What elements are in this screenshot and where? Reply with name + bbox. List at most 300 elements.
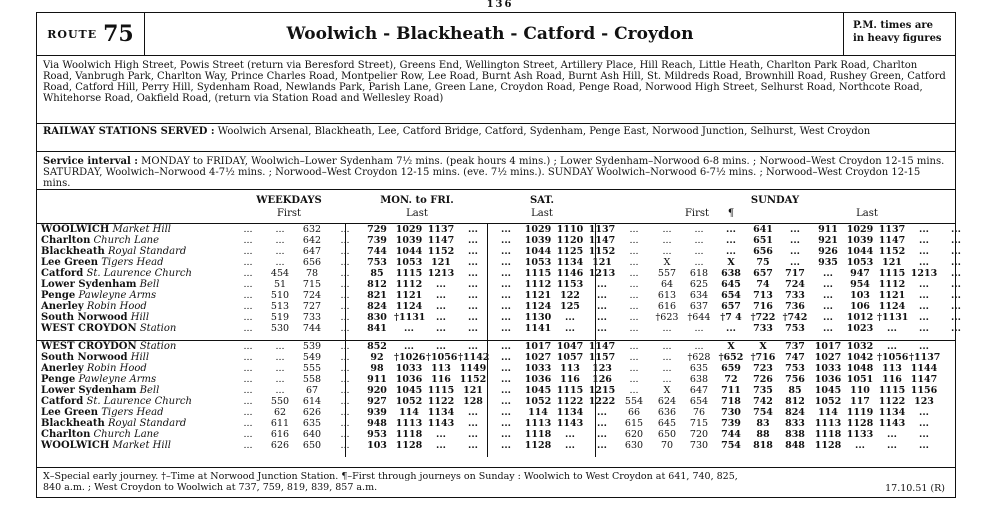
page-number: 136 <box>486 0 514 10</box>
time-cell: 116 <box>431 374 451 385</box>
group-sunday-last: Last <box>856 208 878 219</box>
time-cell: 1033 <box>814 363 842 374</box>
time-cell: ... <box>275 235 285 246</box>
time-cell: 1044 <box>846 246 874 257</box>
time-cell: 510 <box>270 290 290 301</box>
time-cell: ... <box>823 312 833 323</box>
time-cell: 1118 <box>524 429 552 440</box>
time-cell: 1044 <box>524 246 552 257</box>
time-cell: 78 <box>305 268 319 279</box>
table-row <box>37 224 961 235</box>
time-cell: ... <box>468 440 478 451</box>
stop-name-main: Penge <box>41 290 76 301</box>
time-cell: 1152 <box>878 246 906 257</box>
time-cell: †722 <box>750 312 776 323</box>
column-divider <box>345 341 346 457</box>
time-cell: 1023 <box>846 323 874 334</box>
time-cell: ... <box>726 235 736 246</box>
time-cell: 624 <box>657 396 677 407</box>
time-cell: 51 <box>273 279 287 290</box>
time-cell: ... <box>951 224 961 235</box>
time-cell: 1118 <box>814 429 842 440</box>
time-cell: 730 <box>721 407 741 418</box>
time-cell: 616 <box>270 429 290 440</box>
time-cell: ... <box>468 418 478 429</box>
table-row <box>37 323 961 334</box>
time-cell: 1147 <box>588 341 616 352</box>
time-cell: 106 <box>850 301 870 312</box>
time-cell: ... <box>501 407 511 418</box>
time-cell: ... <box>468 224 478 235</box>
stop-name <box>41 429 231 440</box>
time-cell: 821 <box>367 290 387 301</box>
time-cell: †742 <box>782 312 808 323</box>
time-cell: 812 <box>367 279 387 290</box>
time-cell: †1131 <box>877 312 909 323</box>
footer-line2: 840 a.m. ; West Croydon to Woolwich at 737, 759, 819, 839, 857 a.m. <box>43 482 378 493</box>
time-cell: 926 <box>818 246 838 257</box>
time-cell: †7 4 <box>720 312 742 323</box>
service-interval-text: MONDAY to FRIDAY, Woolwich–Lower Sydenham 7½ mins. (peak hours 4 mins.) ; Lower Sydenham–Norwood 6-8 mins. ; Norwood–West Croydon 12-15 mins. SATURDAY, Woolwich–Norwood 4-7½ mins. ; Norwood–West Croydon 12-15 mins. (eve. 7½ mins.). SUNDAY Woolwich–Norwood 6-7½ mins. ; Norwood–West Croydon 12-15 mins. <box>43 156 945 189</box>
time-cell: ... <box>340 440 350 451</box>
time-cell: ... <box>919 224 929 235</box>
time-cell: ... <box>629 301 639 312</box>
time-cell: 733 <box>785 290 805 301</box>
time-cell: ... <box>565 323 575 334</box>
time-cell: ... <box>501 440 511 451</box>
time-cell: 1113 <box>524 418 552 429</box>
stop-name <box>41 385 231 396</box>
time-cell: 554 <box>624 396 644 407</box>
time-cell: ... <box>662 341 672 352</box>
time-cell: ... <box>629 363 639 374</box>
time-cell: 110 <box>850 385 870 396</box>
time-cell: 654 <box>689 396 709 407</box>
time-cell: ... <box>629 290 639 301</box>
time-cell: ... <box>501 235 511 246</box>
time-cell: 83 <box>756 418 770 429</box>
stop-name <box>41 290 231 301</box>
time-cell: 1122 <box>427 396 455 407</box>
time-cell: 911 <box>818 224 838 235</box>
time-cell: 1039 <box>524 235 552 246</box>
time-cell: ... <box>501 279 511 290</box>
time-cell: ... <box>436 323 446 334</box>
time-cell: 927 <box>367 396 387 407</box>
time-cell: 1143 <box>427 418 455 429</box>
time-cell: 1052 <box>814 396 842 407</box>
time-cell: 613 <box>657 290 677 301</box>
time-cell: 1133 <box>846 429 874 440</box>
time-cell: ... <box>951 235 961 246</box>
time-cell: ... <box>951 268 961 279</box>
time-cell: 1124 <box>524 301 552 312</box>
time-cell: ... <box>501 312 511 323</box>
time-cell: 116 <box>882 374 902 385</box>
time-cell: ... <box>243 224 253 235</box>
stop-name-main: WEST CROYDON <box>41 323 137 334</box>
time-cell: ... <box>887 341 897 352</box>
time-cell: 1113 <box>814 418 842 429</box>
time-cell: ... <box>243 363 253 374</box>
time-cell: 1152 <box>427 246 455 257</box>
time-cell: 650 <box>657 429 677 440</box>
time-cell: 645 <box>657 418 677 429</box>
stop-name-sub: Market Hill <box>112 224 171 235</box>
service-interval <box>37 152 955 190</box>
time-cell: 753 <box>367 257 387 268</box>
time-cell: ... <box>501 246 511 257</box>
time-cell: 92 <box>370 352 384 363</box>
time-cell: 117 <box>850 396 870 407</box>
stop-name-main: Catford <box>41 268 84 279</box>
time-cell: †1142 <box>458 352 490 363</box>
time-cell: 618 <box>689 268 709 279</box>
stop-name-sub: Hill <box>130 352 150 363</box>
time-cell: 103 <box>367 440 387 451</box>
stop-name-main: Catford <box>41 396 84 407</box>
stop-name <box>41 323 231 334</box>
time-cell: 716 <box>753 301 773 312</box>
time-cell: ... <box>597 323 607 334</box>
stop-name-sub: Robin Hood <box>86 363 147 374</box>
time-cell: ... <box>404 341 414 352</box>
time-cell: 635 <box>302 418 322 429</box>
table-row <box>37 429 955 440</box>
time-cell: 737 <box>785 341 805 352</box>
group-sunday-mark: ¶ <box>727 208 735 219</box>
time-cell: 616 <box>657 301 677 312</box>
stop-name-main: Lower Sydenham <box>41 279 137 290</box>
time-cell: ... <box>919 440 929 451</box>
time-cell: ... <box>243 429 253 440</box>
time-cell: 630 <box>624 440 644 451</box>
time-cell: 1029 <box>395 224 423 235</box>
time-cell: ... <box>919 312 929 323</box>
time-cell: ... <box>436 341 446 352</box>
time-cell: ... <box>790 257 800 268</box>
time-cell: 713 <box>753 290 773 301</box>
time-cell: 1128 <box>524 440 552 451</box>
time-cell: ... <box>340 257 350 268</box>
time-cell: ... <box>436 279 446 290</box>
time-cell: 935 <box>818 257 838 268</box>
time-cell: 85 <box>788 385 802 396</box>
time-cell: 1137 <box>878 224 906 235</box>
time-cell: 659 <box>721 363 741 374</box>
time-cell: 67 <box>305 385 319 396</box>
time-cell: ... <box>629 374 639 385</box>
time-cell: 98 <box>370 363 384 374</box>
time-cell: 88 <box>756 429 770 440</box>
time-cell: 1033 <box>395 363 423 374</box>
time-cell: 736 <box>785 301 805 312</box>
time-cell: ... <box>629 224 639 235</box>
time-cell: ... <box>597 290 607 301</box>
stop-name-sub: Church Lane <box>93 429 160 440</box>
stop-name-sub: Tigers Head <box>101 407 164 418</box>
time-cell: X <box>759 341 767 352</box>
time-cell: ... <box>662 374 672 385</box>
time-cell: X <box>663 257 671 268</box>
time-cell: 1152 <box>588 246 616 257</box>
time-cell: 1017 <box>814 341 842 352</box>
time-cell: 634 <box>689 290 709 301</box>
time-cell: ... <box>243 257 253 268</box>
route-number: 75 <box>103 21 134 47</box>
time-cell: ... <box>501 268 511 279</box>
time-cell: 641 <box>753 224 773 235</box>
time-cell: 103 <box>850 290 870 301</box>
table-row <box>37 341 955 352</box>
time-cell: 1115 <box>878 268 906 279</box>
column-divider <box>345 224 346 340</box>
stop-name-sub: Station <box>139 323 177 334</box>
stop-name-main: WOOLWICH <box>41 440 110 451</box>
time-cell: ... <box>436 290 446 301</box>
time-cell: ... <box>468 257 478 268</box>
time-cell: ... <box>501 429 511 440</box>
time-cell: 1147 <box>427 235 455 246</box>
table-row <box>37 385 955 396</box>
time-cell: 638 <box>689 374 709 385</box>
time-cell: ... <box>662 352 672 363</box>
time-cell: ... <box>501 257 511 268</box>
column-divider <box>595 224 596 340</box>
footer-notes <box>37 467 955 497</box>
time-cell: ... <box>790 235 800 246</box>
time-cell: 953 <box>367 429 387 440</box>
time-cell: 645 <box>721 279 741 290</box>
footer-line1: X–Special early journey. †–Time at Norwood Junction Station. ¶–First through journeys on Sunday : Woolwich to West Croydon at 641, 740, 825, <box>43 471 738 482</box>
time-cell: ... <box>823 323 833 334</box>
time-cell: 625 <box>689 279 709 290</box>
time-cell: ... <box>340 407 350 418</box>
time-cell: ... <box>404 323 414 334</box>
time-cell: ... <box>501 323 511 334</box>
time-cell: ... <box>243 301 253 312</box>
time-cell: †716 <box>750 352 776 363</box>
time-cell: ... <box>629 257 639 268</box>
time-cell: ... <box>275 224 285 235</box>
time-cell: 654 <box>721 290 741 301</box>
stop-name-main: Charlton <box>41 235 91 246</box>
stop-name-main: Lee Green <box>41 257 99 268</box>
time-cell: 1036 <box>395 374 423 385</box>
time-cell: ... <box>565 312 575 323</box>
time-cell: ... <box>694 323 704 334</box>
time-cell: 550 <box>270 396 290 407</box>
time-cell: ... <box>790 246 800 257</box>
time-cell: ... <box>855 440 865 451</box>
time-cell: †628 <box>687 352 711 363</box>
time-cell: ... <box>501 363 511 374</box>
table-row <box>37 440 955 451</box>
time-cell: 1115 <box>427 385 455 396</box>
time-cell: ... <box>951 246 961 257</box>
time-cell: 1213 <box>427 268 455 279</box>
time-cell: 555 <box>302 363 322 374</box>
time-cell: 657 <box>721 301 741 312</box>
time-cell: 126 <box>592 374 612 385</box>
time-cell: 1143 <box>878 418 906 429</box>
time-cell: ... <box>243 279 253 290</box>
time-cell: ... <box>887 429 897 440</box>
time-cell: 1115 <box>524 268 552 279</box>
time-cell: 1128 <box>395 440 423 451</box>
table-row <box>37 396 955 407</box>
table-row <box>37 279 961 290</box>
time-cell: 549 <box>302 352 322 363</box>
time-cell: ... <box>275 363 285 374</box>
time-cell: 730 <box>689 440 709 451</box>
time-cell: ... <box>501 290 511 301</box>
time-cell: 1128 <box>846 418 874 429</box>
time-cell: 1027 <box>814 352 842 363</box>
time-cell: ... <box>629 312 639 323</box>
time-cell: 1112 <box>524 279 552 290</box>
time-cell: ... <box>275 257 285 268</box>
time-cell: 1156 <box>910 385 938 396</box>
stop-name <box>41 301 231 312</box>
time-cell: 114 <box>528 407 548 418</box>
time-cell: 1027 <box>524 352 552 363</box>
time-cell: 733 <box>753 323 773 334</box>
time-cell: 1119 <box>846 407 874 418</box>
time-cell: 657 <box>753 268 773 279</box>
time-cell: ... <box>629 268 639 279</box>
time-cell: 718 <box>721 396 741 407</box>
time-cell: 724 <box>302 290 322 301</box>
time-cell: 1115 <box>395 268 423 279</box>
stop-name-main: South Norwood <box>41 312 128 323</box>
time-cell: ... <box>468 235 478 246</box>
time-cell: ... <box>919 301 929 312</box>
time-cell: 636 <box>657 407 677 418</box>
time-cell: ... <box>436 429 446 440</box>
time-cell: 1047 <box>556 341 584 352</box>
time-cell: 744 <box>367 246 387 257</box>
time-cell: 611 <box>270 418 290 429</box>
table-row <box>37 312 961 323</box>
time-cell: ... <box>468 279 478 290</box>
time-cell: 726 <box>753 374 773 385</box>
time-cell: 1115 <box>878 385 906 396</box>
time-cell: 557 <box>657 268 677 279</box>
time-cell: 1128 <box>814 440 842 451</box>
time-cell: ... <box>436 301 446 312</box>
time-cell: 121 <box>882 257 902 268</box>
stop-name <box>41 363 231 374</box>
time-cell: 947 <box>850 268 870 279</box>
time-cell: 123 <box>914 396 934 407</box>
time-cell: ... <box>468 246 478 257</box>
time-cell: ... <box>468 312 478 323</box>
time-cell: 711 <box>721 385 741 396</box>
time-cell: ... <box>275 374 285 385</box>
time-cell: 1120 <box>556 235 584 246</box>
time-cell: 1141 <box>524 323 552 334</box>
time-cell: ... <box>919 290 929 301</box>
time-cell: 66 <box>627 407 641 418</box>
stop-name-sub: Bell <box>139 279 160 290</box>
time-cell: 519 <box>270 312 290 323</box>
outbound-block <box>37 224 961 341</box>
time-cell: 812 <box>785 396 805 407</box>
time-cell: 911 <box>367 374 387 385</box>
time-cell: 1152 <box>459 374 487 385</box>
group-sat-sub: Last <box>531 208 553 219</box>
stop-name-sub: Pawleyne Arms <box>78 290 157 301</box>
time-cell: 1012 <box>846 312 874 323</box>
time-cell: 615 <box>624 418 644 429</box>
time-cell: ... <box>340 246 350 257</box>
time-cell: ... <box>919 429 929 440</box>
group-mon-fri-sub: Last <box>406 208 428 219</box>
time-cell: 830 <box>367 312 387 323</box>
time-cell: ... <box>468 429 478 440</box>
stop-name-main: Blackheath <box>41 246 105 257</box>
time-cell: ... <box>340 418 350 429</box>
footer-date: 17.10.51 (R) <box>885 483 945 494</box>
time-cell: 1112 <box>395 279 423 290</box>
time-cell: ... <box>468 341 478 352</box>
time-cell: ... <box>919 418 929 429</box>
time-cell: 113 <box>431 363 451 374</box>
time-cell: 1053 <box>524 257 552 268</box>
stop-name-main: Charlton <box>41 429 91 440</box>
pm-note <box>843 13 955 55</box>
stations-served <box>37 124 955 152</box>
stop-name <box>41 224 231 235</box>
time-cell: 735 <box>753 385 773 396</box>
time-cell: 753 <box>785 363 805 374</box>
time-cell: ... <box>565 440 575 451</box>
stop-name-sub: Robin Hood <box>86 301 147 312</box>
time-cell: 744 <box>302 323 322 334</box>
timetable-header <box>37 193 955 224</box>
time-cell: 1121 <box>524 290 552 301</box>
time-cell: †1056 <box>426 352 458 363</box>
time-cell: 1222 <box>588 396 616 407</box>
table-row <box>37 352 955 363</box>
time-cell: 113 <box>560 363 580 374</box>
time-cell: ... <box>629 341 639 352</box>
time-cell: ... <box>629 352 639 363</box>
stations-served-label: RAILWAY STATIONS SERVED : <box>43 126 215 137</box>
time-cell: 454 <box>270 268 290 279</box>
time-cell: ... <box>951 301 961 312</box>
time-cell: 1115 <box>556 385 584 396</box>
time-cell: 739 <box>721 418 741 429</box>
stop-name-sub: Royal Standard <box>107 418 187 429</box>
time-cell: 1029 <box>524 224 552 235</box>
time-cell: 1045 <box>395 385 423 396</box>
time-cell: 1143 <box>556 418 584 429</box>
time-cell: ... <box>662 246 672 257</box>
time-cell: 729 <box>367 224 387 235</box>
time-cell: ... <box>243 341 253 352</box>
time-cell: ... <box>340 290 350 301</box>
time-cell: 1134 <box>556 407 584 418</box>
group-sat: SAT. <box>529 195 555 206</box>
stop-name-sub: St. Laurence Church <box>86 268 192 279</box>
time-cell: ... <box>340 235 350 246</box>
stop-name-main: Lower Sydenham <box>41 385 137 396</box>
time-cell: 116 <box>560 374 580 385</box>
stop-name <box>41 407 231 418</box>
time-cell: 715 <box>302 279 322 290</box>
